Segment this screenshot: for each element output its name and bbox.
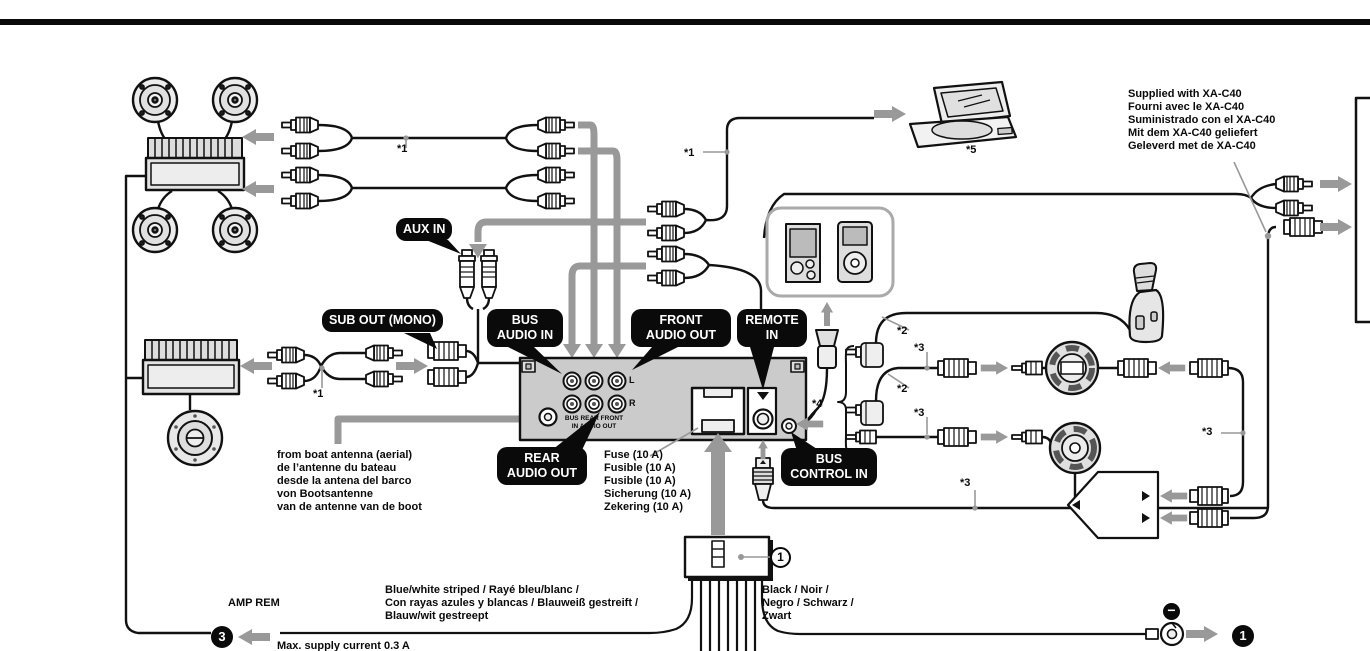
adapter-coupler: [1118, 359, 1156, 377]
marker-note-3c: *3: [960, 477, 971, 489]
jack-label-r: R: [629, 398, 636, 408]
panel-caption: BUS REAR FRONT IN AUDIO OUT: [564, 415, 624, 430]
antenna-lead: [338, 410, 540, 444]
supplied-bus-plug: [1284, 218, 1322, 236]
marker-note-4: *4: [812, 398, 823, 410]
antenna-text: from boat antenna (aerial) de l’antenne du bateau desde la antena del barco von Bootsantenne van de antenne van de boot: [277, 449, 422, 513]
marker-note-1a: *1: [397, 143, 408, 155]
marker-note-5: *5: [966, 144, 977, 156]
step-badge-1: 1: [1232, 625, 1254, 647]
max-current-label: Max. supply current 0.3 A: [277, 640, 410, 651]
straight-plug: [846, 431, 876, 444]
callout-bus-audio-in: BUS AUDIO IN: [487, 309, 563, 347]
marker-note-1c: *1: [313, 388, 324, 400]
callout-bus-control-in: BUS CONTROL IN: [781, 448, 877, 486]
supplied-with-text: Supplied with XA-C40 Fourni avec le XA-C40 Suministrado con el XA-C40 Mit dem XA-C40 geliefert Geleverd met de XA-C40: [1128, 88, 1276, 152]
callout-remote-in: REMOTE IN: [737, 309, 807, 347]
power-amplifier-2: [143, 340, 239, 394]
power-amplifier-1: [146, 138, 244, 190]
callout-aux-in: AUX IN: [396, 218, 452, 241]
portable-dvd-player: [910, 82, 1016, 147]
black-wire-text: Black / Noir / Negro / Schwarz / Zwart: [762, 584, 854, 622]
marker-note-3b: *3: [914, 407, 925, 419]
marker-note-3d: *3: [1202, 426, 1213, 438]
marker-note-2a: *2: [897, 325, 908, 337]
callout-sub-out-mono: SUB OUT (MONO): [322, 309, 443, 332]
remote-in-jack: [748, 388, 776, 434]
amp-rem-label: AMP REM: [228, 597, 280, 609]
minus-terminal-icon: −: [1163, 603, 1180, 620]
y-adapter: [1068, 472, 1158, 538]
joystick-remote: [1129, 263, 1163, 342]
rotary-commander-2: [1050, 423, 1100, 473]
rotary-commander-1: [1046, 342, 1098, 394]
step-badge-3: 3: [211, 626, 233, 648]
marker-note-3a: *3: [914, 342, 925, 354]
power-socket: [692, 388, 744, 434]
jack-label-l: L: [629, 375, 635, 385]
changer-box: [1356, 98, 1370, 322]
harness-badge-1: 1: [770, 547, 791, 568]
portable-media-players: [767, 208, 893, 296]
ground-ring-terminal: [1146, 623, 1183, 645]
marker-note-1b: *1: [684, 147, 695, 159]
blue-white-wire-text: Blue/white striped / Rayé bleu/blanc / Con rayas azules y blancas / Blauweiß gestreift / Blauw/wit gestreept: [385, 584, 639, 622]
marker-note-2b: *2: [897, 383, 908, 395]
right-angle-plug-2: [846, 401, 883, 425]
callout-front-audio-out: FRONT AUDIO OUT: [631, 309, 731, 347]
subwoofer: [168, 394, 222, 465]
callout-rear-audio-out: REAR AUDIO OUT: [497, 447, 587, 485]
wiring-harness: [685, 537, 773, 581]
bus-control-in-jack: [782, 419, 796, 433]
fuse-text: Fuse (10 A) Fusible (10 A) Fusible (10 A) Sicherung (10 A) Zekering (10 A): [604, 449, 691, 513]
